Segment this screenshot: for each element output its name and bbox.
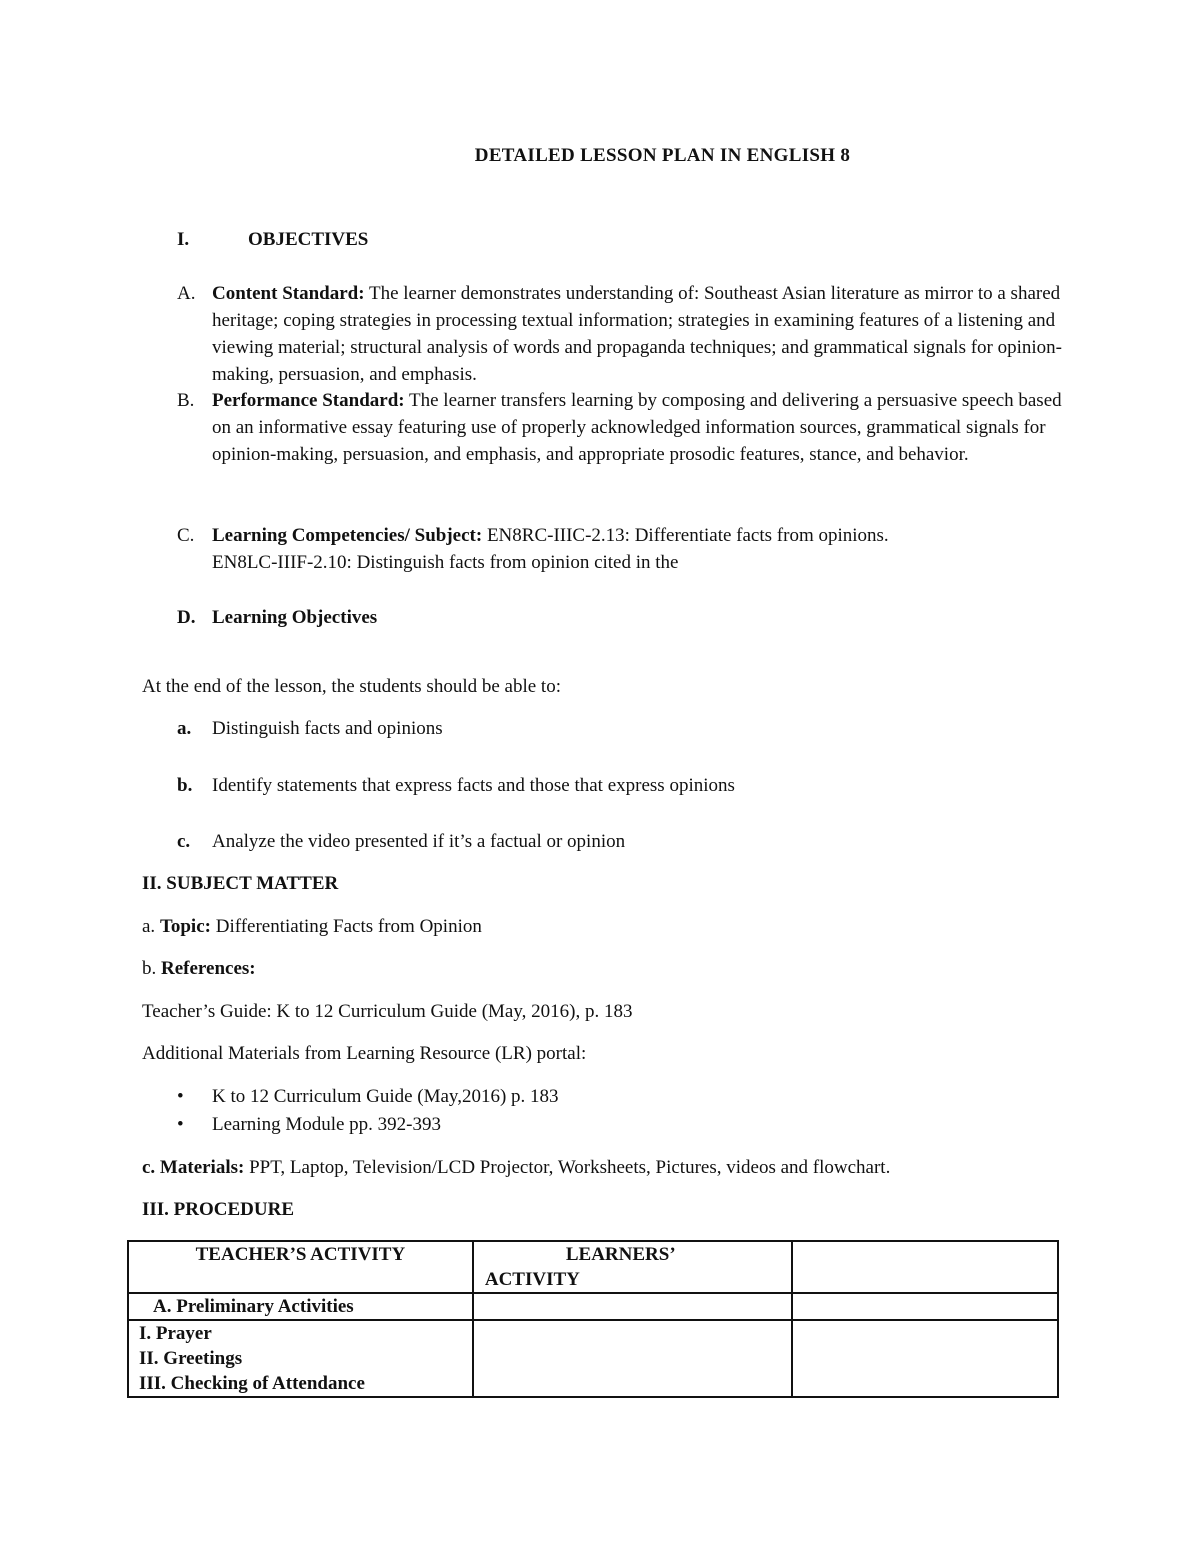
learning-item xyxy=(177,715,443,742)
row-label: A. Preliminary Activities xyxy=(153,1296,354,1317)
section-heading-text: OBJECTIVES xyxy=(248,229,369,250)
bullet-item xyxy=(177,1083,559,1110)
table-row xyxy=(128,1320,1058,1397)
section-procedure-heading: III. PROCEDURE xyxy=(142,1199,295,1220)
table-cell xyxy=(792,1293,1058,1320)
topic-line xyxy=(142,913,482,940)
item-marker: b. xyxy=(177,775,193,796)
item-text: Analyze the video presented if it’s a factual or opinion xyxy=(212,831,626,852)
objective-label: Performance Standard: xyxy=(212,390,405,411)
document-title: DETAILED LESSON PLAN IN ENGLISH 8 xyxy=(474,145,851,166)
intro-text: At the end of the lesson, the students should be able to: xyxy=(142,676,561,697)
section-subject-matter-heading: II. SUBJECT MATTER xyxy=(142,873,339,894)
learning-item xyxy=(177,828,625,855)
topic-prefix: a. xyxy=(142,916,160,937)
procedure-table xyxy=(127,1240,1059,1398)
objective-text: The learner demonstrates understanding of: Southeast Asian literature as mirror to a shared heritage; coping strategies in processing textual information; strategies in examining features of a listening and viewing material; structural analysis of words and propaganda techniques; and grammatical signals for opinion- making, persuasion, and emphasis. xyxy=(212,283,1063,385)
header-line1: LEARNERS’ xyxy=(565,1244,676,1265)
materials-label: c. Materials: xyxy=(142,1157,245,1178)
objective-label: Learning Competencies/ Subject: xyxy=(212,525,483,546)
bullet-item xyxy=(177,1111,441,1138)
topic-label: Topic: xyxy=(159,916,211,937)
objective-marker: B. xyxy=(177,390,195,411)
section-objectives-heading xyxy=(177,226,368,253)
objective-content-standard xyxy=(177,280,1067,388)
learners-activity-header xyxy=(473,1241,792,1293)
preliminary-items-cell xyxy=(128,1320,473,1397)
preliminary-item: III. Checking of Attendance xyxy=(139,1373,365,1394)
learning-item xyxy=(177,772,735,799)
teacher-guide-reference: Teacher’s Guide: K to 12 Curriculum Guide (May, 2016), p. 183 xyxy=(142,1001,633,1022)
objective-text-line2: EN8LC-IIIF-2.10: Distinguish facts from opinion cited in the xyxy=(212,552,679,573)
teacher-activity-header xyxy=(128,1241,473,1293)
section-number: I. xyxy=(177,229,190,250)
objective-learning-objectives xyxy=(177,604,1067,631)
item-text: Identify statements that express facts and those that express opinions xyxy=(212,775,735,796)
bullet-icon: • xyxy=(177,1114,184,1135)
additional-materials: Additional Materials from Learning Resource (LR) portal: xyxy=(142,1043,587,1064)
references-prefix: b. xyxy=(142,958,161,979)
bullet-text: K to 12 Curriculum Guide (May,2016) p. 183 xyxy=(212,1086,559,1107)
objective-text: The learner transfers learning by composing and delivering a persuasive speech based on an informative essay featuring use of properly acknowledged information sources, grammatical signals for opinion-making, persuasion, and emphasis, and appropriate prosodic features, stance, and behavior. xyxy=(212,390,1062,465)
table-cell xyxy=(792,1320,1058,1397)
objective-marker: A. xyxy=(177,283,196,304)
topic-text: Differentiating Facts from Opinion xyxy=(210,916,482,937)
objective-marker: D. xyxy=(177,607,196,628)
table-cell xyxy=(473,1320,792,1397)
materials-text: PPT, Laptop, Television/LCD Projector, Worksheets, Pictures, videos and flowchart. xyxy=(244,1157,891,1178)
table-cell xyxy=(473,1293,792,1320)
bullet-text: Learning Module pp. 392-393 xyxy=(212,1114,442,1135)
preliminary-item: I. Prayer xyxy=(139,1323,212,1344)
item-marker: a. xyxy=(177,718,192,739)
table-cell xyxy=(792,1241,1058,1293)
bullet-icon: • xyxy=(177,1086,184,1107)
item-text: Distinguish facts and opinions xyxy=(212,718,443,739)
objective-label: Learning Objectives xyxy=(212,607,378,628)
objective-text: EN8RC-IIIC-2.13: Differentiate facts from opinions. xyxy=(482,525,889,546)
objective-performance-standard xyxy=(177,387,1067,468)
table-row xyxy=(128,1293,1058,1320)
references-label: References: xyxy=(161,958,256,979)
header-text: TEACHER’S ACTIVITY xyxy=(195,1244,406,1265)
objective-label: Content Standard: xyxy=(212,283,365,304)
preliminary-activities-cell xyxy=(128,1293,473,1320)
item-marker: c. xyxy=(177,831,191,852)
objective-learning-competencies xyxy=(177,522,1067,576)
objective-marker: C. xyxy=(177,525,195,546)
materials-line xyxy=(142,1154,890,1181)
preliminary-item: II. Greetings xyxy=(139,1348,243,1369)
references-line xyxy=(142,955,256,982)
header-line2: ACTIVITY xyxy=(484,1269,580,1290)
table-row xyxy=(128,1241,1058,1293)
